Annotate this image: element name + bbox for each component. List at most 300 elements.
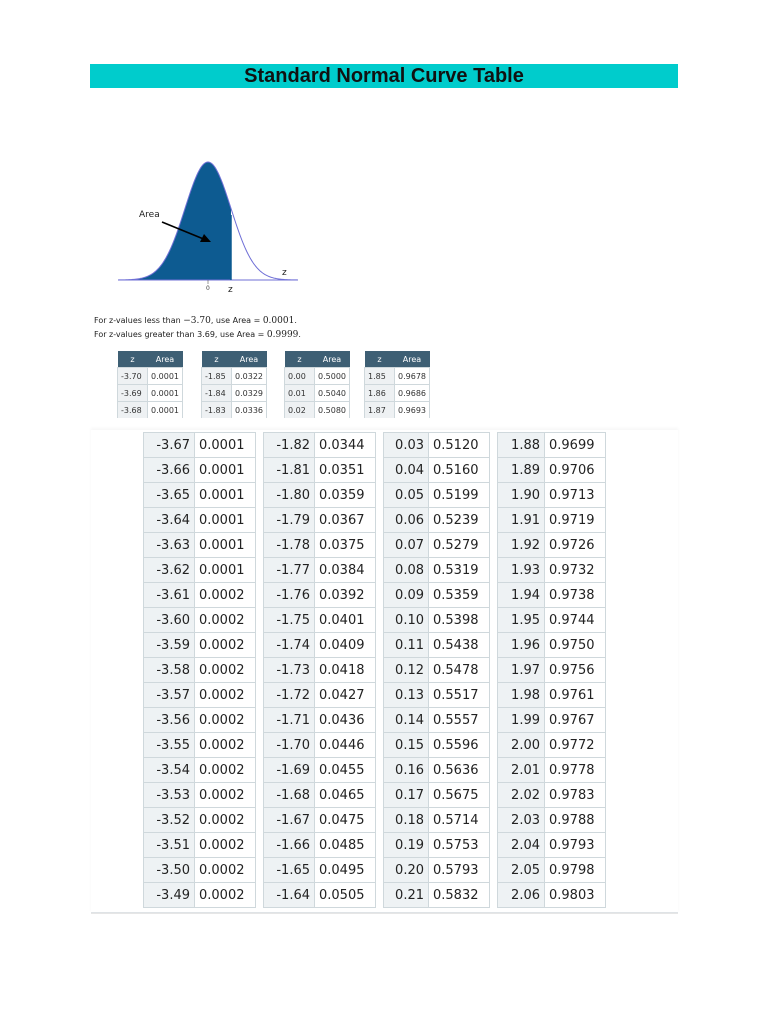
area-cell: 0.5675: [429, 783, 490, 808]
table-row: [384, 508, 490, 533]
area-cell: 0.0002: [195, 583, 256, 608]
area-cell: 0.9793: [545, 833, 606, 858]
table-row: [384, 808, 490, 833]
z-area-column-table: [383, 432, 490, 908]
area-cell: 0.9756: [545, 658, 606, 683]
z-cell: 2.04: [498, 833, 545, 858]
area-cell: 0.0002: [195, 833, 256, 858]
area-cell: 0.0344: [315, 433, 376, 458]
page-title: Standard Normal Curve Table: [90, 64, 678, 88]
area-cell: 0.0002: [195, 758, 256, 783]
z-cell: 2.01: [498, 758, 545, 783]
z-cell: -3.51: [144, 833, 195, 858]
z-cell: -3.52: [144, 808, 195, 833]
area-cell: 0.0475: [315, 808, 376, 833]
z-cell: 2.00: [498, 733, 545, 758]
table-row: [144, 458, 256, 483]
area-cell: 0.5080: [315, 402, 350, 419]
area-cell: 0.0455: [315, 758, 376, 783]
table-row: [365, 385, 430, 402]
table-row: [264, 708, 376, 733]
area-cell: 0.5279: [429, 533, 490, 558]
note-line-low: [94, 314, 301, 328]
z-cell: -3.62: [144, 558, 195, 583]
table-row: [264, 608, 376, 633]
header-area: Area: [148, 351, 183, 368]
area-cell: 0.0465: [315, 783, 376, 808]
table-row: [202, 402, 267, 419]
table-row: [144, 783, 256, 808]
z-cell: 0.01: [285, 385, 315, 402]
area-cell: 0.5199: [429, 483, 490, 508]
area-cell: 0.5359: [429, 583, 490, 608]
z-cell: -1.71: [264, 708, 315, 733]
area-cell: 0.9761: [545, 683, 606, 708]
area-cell: 0.0367: [315, 508, 376, 533]
area-cell: 0.9738: [545, 583, 606, 608]
z-cell: -1.70: [264, 733, 315, 758]
small-z-table: [117, 351, 183, 418]
area-cell: 0.0485: [315, 833, 376, 858]
z-cell: -1.83: [202, 402, 232, 419]
normal-curve-figure: [110, 150, 310, 300]
z-cell: -3.50: [144, 858, 195, 883]
area-cell: 0.0446: [315, 733, 376, 758]
z-cell: -3.65: [144, 483, 195, 508]
table-row: [384, 858, 490, 883]
area-cell: 0.9713: [545, 483, 606, 508]
table-row: [144, 733, 256, 758]
z-cell: 1.92: [498, 533, 545, 558]
table-row: [384, 683, 490, 708]
table-row: [365, 402, 430, 419]
table-row: [264, 533, 376, 558]
area-cell: 0.9803: [545, 883, 606, 908]
table-row: [264, 783, 376, 808]
z-cell: -3.57: [144, 683, 195, 708]
z-cell: 1.95: [498, 608, 545, 633]
area-cell: 0.0351: [315, 458, 376, 483]
z-cell: 0.03: [384, 433, 429, 458]
area-cell: 0.0001: [195, 458, 256, 483]
table-row: [264, 458, 376, 483]
small-z-table: [201, 351, 267, 418]
z-cell: -1.64: [264, 883, 315, 908]
area-label: Area: [139, 210, 160, 220]
table-row: [498, 833, 606, 858]
table-row: [264, 508, 376, 533]
table-row: [264, 733, 376, 758]
z-cell: 0.08: [384, 558, 429, 583]
area-cell: 0.0001: [148, 385, 183, 402]
shaded-area: [118, 162, 231, 280]
z-cell: 1.91: [498, 508, 545, 533]
z-cell: -3.63: [144, 533, 195, 558]
area-cell: 0.9706: [545, 458, 606, 483]
table-row: [384, 783, 490, 808]
small-tables-strip: [0, 351, 768, 418]
area-cell: 0.9693: [395, 402, 430, 419]
z-cell: -1.65: [264, 858, 315, 883]
area-cell: 0.9778: [545, 758, 606, 783]
area-cell: 0.0002: [195, 708, 256, 733]
z-cell: -3.58: [144, 658, 195, 683]
area-cell: 0.0002: [195, 783, 256, 808]
z-cell: -1.69: [264, 758, 315, 783]
table-row: [144, 883, 256, 908]
table-row: [264, 583, 376, 608]
z-cell: 0.10: [384, 608, 429, 633]
area-cell: 0.0002: [195, 808, 256, 833]
z-value-label: z: [228, 285, 233, 295]
area-cell: 0.0384: [315, 558, 376, 583]
z-cell: 0.09: [384, 583, 429, 608]
table-row: [384, 758, 490, 783]
area-cell: 0.5160: [429, 458, 490, 483]
table-row: [498, 558, 606, 583]
z-cell: -3.60: [144, 608, 195, 633]
header-area: Area: [315, 351, 350, 368]
z-cell: -1.80: [264, 483, 315, 508]
area-cell: 0.0505: [315, 883, 376, 908]
small-z-table: [364, 351, 430, 418]
z-cell: 2.02: [498, 783, 545, 808]
z-cell: 0.20: [384, 858, 429, 883]
table-row: [144, 758, 256, 783]
table-row: [498, 858, 606, 883]
table-row: [384, 608, 490, 633]
z-cell: 0.15: [384, 733, 429, 758]
area-cell: 0.0002: [195, 683, 256, 708]
z-cell: -3.67: [144, 433, 195, 458]
z-cell: 1.93: [498, 558, 545, 583]
area-cell: 0.9726: [545, 533, 606, 558]
table-row: [144, 533, 256, 558]
z-cell: 1.90: [498, 483, 545, 508]
z-cell: -3.66: [144, 458, 195, 483]
z-area-column-table: [497, 432, 606, 908]
table-row: [384, 883, 490, 908]
header-z: z: [365, 351, 395, 368]
area-cell: 0.9788: [545, 808, 606, 833]
area-cell: 0.0418: [315, 658, 376, 683]
z-cell: 0.16: [384, 758, 429, 783]
area-cell: 0.0001: [148, 402, 183, 419]
area-cell: 0.0001: [195, 558, 256, 583]
z-cell: 1.85: [365, 368, 395, 385]
z-cell: 1.96: [498, 633, 545, 658]
area-cell: 0.5714: [429, 808, 490, 833]
area-cell: 0.9678: [395, 368, 430, 385]
z-cell: 2.06: [498, 883, 545, 908]
z-cell: 0.12: [384, 658, 429, 683]
z-cell: -1.73: [264, 658, 315, 683]
z-cell: -1.67: [264, 808, 315, 833]
table-row: [144, 708, 256, 733]
axis-z-label: z: [282, 268, 287, 278]
z-cell: -1.76: [264, 583, 315, 608]
table-row: [285, 385, 350, 402]
table-row: [498, 808, 606, 833]
table-row: [384, 633, 490, 658]
table-row: [144, 858, 256, 883]
table-row: [498, 608, 606, 633]
note-text: , use Area =: [210, 316, 263, 325]
area-cell: 0.0002: [195, 608, 256, 633]
z-cell: -1.77: [264, 558, 315, 583]
area-cell: 0.0436: [315, 708, 376, 733]
table-row: [384, 583, 490, 608]
z-cell: 0.11: [384, 633, 429, 658]
table-row: [118, 368, 183, 385]
table-row: [498, 708, 606, 733]
table-header-row: [365, 351, 430, 368]
area-cell: 0.5239: [429, 508, 490, 533]
area-cell: 0.9798: [545, 858, 606, 883]
table-row: [144, 558, 256, 583]
table-row: [384, 483, 490, 508]
table-row: [144, 483, 256, 508]
z-cell: -3.69: [118, 385, 148, 402]
z-cell: 1.98: [498, 683, 545, 708]
z-cell: -3.70: [118, 368, 148, 385]
area-cell: 0.0002: [195, 858, 256, 883]
table-row: [264, 433, 376, 458]
table-row: [264, 808, 376, 833]
z-cell: 0.13: [384, 683, 429, 708]
z-cell: -1.75: [264, 608, 315, 633]
area-cell: 0.9744: [545, 608, 606, 633]
z-cell: -1.72: [264, 683, 315, 708]
area-cell: 0.0401: [315, 608, 376, 633]
table-row: [202, 368, 267, 385]
z-cell: 0.18: [384, 808, 429, 833]
table-row: [264, 858, 376, 883]
z-cell: 0.07: [384, 533, 429, 558]
z-cell: 0.02: [285, 402, 315, 419]
table-row: [498, 458, 606, 483]
area-cell: 0.0427: [315, 683, 376, 708]
area-cell: 0.5319: [429, 558, 490, 583]
z-cell: 2.03: [498, 808, 545, 833]
area-cell: 0.0002: [195, 633, 256, 658]
table-row: [384, 533, 490, 558]
z-cell: 0.14: [384, 708, 429, 733]
area-cell: 0.5120: [429, 433, 490, 458]
z-cell: -1.74: [264, 633, 315, 658]
z-cell: 1.97: [498, 658, 545, 683]
area-cell: 0.0001: [148, 368, 183, 385]
z-cell: 1.88: [498, 433, 545, 458]
table-row: [498, 783, 606, 808]
area-cell: 0.9767: [545, 708, 606, 733]
area-cell: 0.0002: [195, 658, 256, 683]
table-row: [384, 658, 490, 683]
z-cell: -1.85: [202, 368, 232, 385]
z-cell: -3.56: [144, 708, 195, 733]
z-cell: -3.53: [144, 783, 195, 808]
table-row: [264, 683, 376, 708]
table-row: [144, 683, 256, 708]
area-cell: 0.9686: [395, 385, 430, 402]
z-area-column-table: [143, 432, 256, 908]
table-row: [118, 385, 183, 402]
table-row: [144, 433, 256, 458]
z-cell: -3.68: [118, 402, 148, 419]
z-cell: 0.06: [384, 508, 429, 533]
header-z: z: [285, 351, 315, 368]
area-cell: 0.9783: [545, 783, 606, 808]
z-cell: -1.79: [264, 508, 315, 533]
z-cell: -3.55: [144, 733, 195, 758]
area-cell: 0.0001: [195, 433, 256, 458]
header-area: Area: [395, 351, 430, 368]
table-row: [264, 633, 376, 658]
note-value: −3.70: [183, 316, 211, 326]
z-cell: 1.94: [498, 583, 545, 608]
note-text: For z-values greater than 3.69, use Area =: [94, 330, 267, 339]
table-row: [144, 658, 256, 683]
area-cell: 0.0495: [315, 858, 376, 883]
table-row: [498, 683, 606, 708]
area-cell: 0.5438: [429, 633, 490, 658]
area-cell: 0.0001: [195, 508, 256, 533]
table-row: [144, 633, 256, 658]
table-row: [498, 758, 606, 783]
area-cell: 0.9750: [545, 633, 606, 658]
area-cell: 0.0001: [195, 483, 256, 508]
table-row: [144, 508, 256, 533]
note-text: .: [298, 330, 301, 339]
table-row: [498, 733, 606, 758]
z-cell: -3.61: [144, 583, 195, 608]
table-row: [384, 433, 490, 458]
area-cell: 0.5596: [429, 733, 490, 758]
small-z-table: [284, 351, 350, 418]
table-row: [144, 583, 256, 608]
table-row: [285, 368, 350, 385]
table-header-row: [202, 351, 267, 368]
table-row: [144, 808, 256, 833]
z-cell: 0.00: [285, 368, 315, 385]
area-cell: 0.9772: [545, 733, 606, 758]
z-cell: -1.66: [264, 833, 315, 858]
area-cell: 0.5753: [429, 833, 490, 858]
z-cell: 1.87: [365, 402, 395, 419]
table-row: [264, 483, 376, 508]
header-area: Area: [232, 351, 267, 368]
table-row: [384, 558, 490, 583]
table-row: [498, 483, 606, 508]
area-cell: 0.9719: [545, 508, 606, 533]
table-row: [498, 583, 606, 608]
header-z: z: [118, 351, 148, 368]
table-header-row: [118, 351, 183, 368]
table-row: [498, 633, 606, 658]
table-row: [384, 708, 490, 733]
area-cell: 0.0002: [195, 733, 256, 758]
area-cell: 0.0322: [232, 368, 267, 385]
table-row: [384, 458, 490, 483]
z-cell: 0.04: [384, 458, 429, 483]
z-cell: 0.17: [384, 783, 429, 808]
z-cell: 0.05: [384, 483, 429, 508]
z-cell: -1.81: [264, 458, 315, 483]
note-text: For z-values less than: [94, 316, 184, 325]
area-cell: 0.9699: [545, 433, 606, 458]
table-row: [264, 758, 376, 783]
area-cell: 0.5793: [429, 858, 490, 883]
area-cell: 0.0001: [195, 533, 256, 558]
table-row: [498, 508, 606, 533]
z-cell: 1.99: [498, 708, 545, 733]
z-cell: -3.64: [144, 508, 195, 533]
table-row: [365, 368, 430, 385]
table-row: [144, 833, 256, 858]
area-cell: 0.0336: [232, 402, 267, 419]
zero-label: 0: [206, 285, 210, 292]
table-header-row: [285, 351, 350, 368]
z-cell: 1.86: [365, 385, 395, 402]
z-cell: -1.78: [264, 533, 315, 558]
table-row: [118, 402, 183, 419]
table-row: [498, 533, 606, 558]
table-row: [264, 658, 376, 683]
table-row: [144, 608, 256, 633]
table-row: [384, 833, 490, 858]
area-cell: 0.5517: [429, 683, 490, 708]
table-row: [498, 658, 606, 683]
table-row: [264, 883, 376, 908]
z-area-column-table: [263, 432, 376, 908]
z-cell: -3.59: [144, 633, 195, 658]
note-text: .: [294, 316, 297, 325]
table-row: [264, 833, 376, 858]
area-cell: 0.5636: [429, 758, 490, 783]
area-cell: 0.5040: [315, 385, 350, 402]
table-row: [384, 733, 490, 758]
area-cell: 0.0409: [315, 633, 376, 658]
z-cell: -1.84: [202, 385, 232, 402]
area-cell: 0.0329: [232, 385, 267, 402]
area-cell: 0.0375: [315, 533, 376, 558]
z-cell: -3.49: [144, 883, 195, 908]
z-cell: 2.05: [498, 858, 545, 883]
z-cell: 1.89: [498, 458, 545, 483]
z-cell: -1.68: [264, 783, 315, 808]
header-z: z: [202, 351, 232, 368]
area-cell: 0.0392: [315, 583, 376, 608]
area-cell: 0.5000: [315, 368, 350, 385]
table-row: [202, 385, 267, 402]
z-cell: -3.54: [144, 758, 195, 783]
normal-curve-svg: [110, 150, 310, 300]
usage-notes: [94, 314, 301, 342]
note-line-high: [94, 328, 301, 342]
table-row: [264, 558, 376, 583]
note-value: 0.9999: [266, 330, 299, 340]
z-cell: -1.82: [264, 433, 315, 458]
area-cell: 0.0002: [195, 883, 256, 908]
area-cell: 0.5832: [429, 883, 490, 908]
table-row: [285, 402, 350, 419]
z-cell: 0.21: [384, 883, 429, 908]
note-value: 0.0001: [262, 316, 295, 326]
area-cell: 0.9732: [545, 558, 606, 583]
area-cell: 0.0359: [315, 483, 376, 508]
z-table-frame[interactable]: [91, 430, 678, 913]
area-cell: 0.5398: [429, 608, 490, 633]
